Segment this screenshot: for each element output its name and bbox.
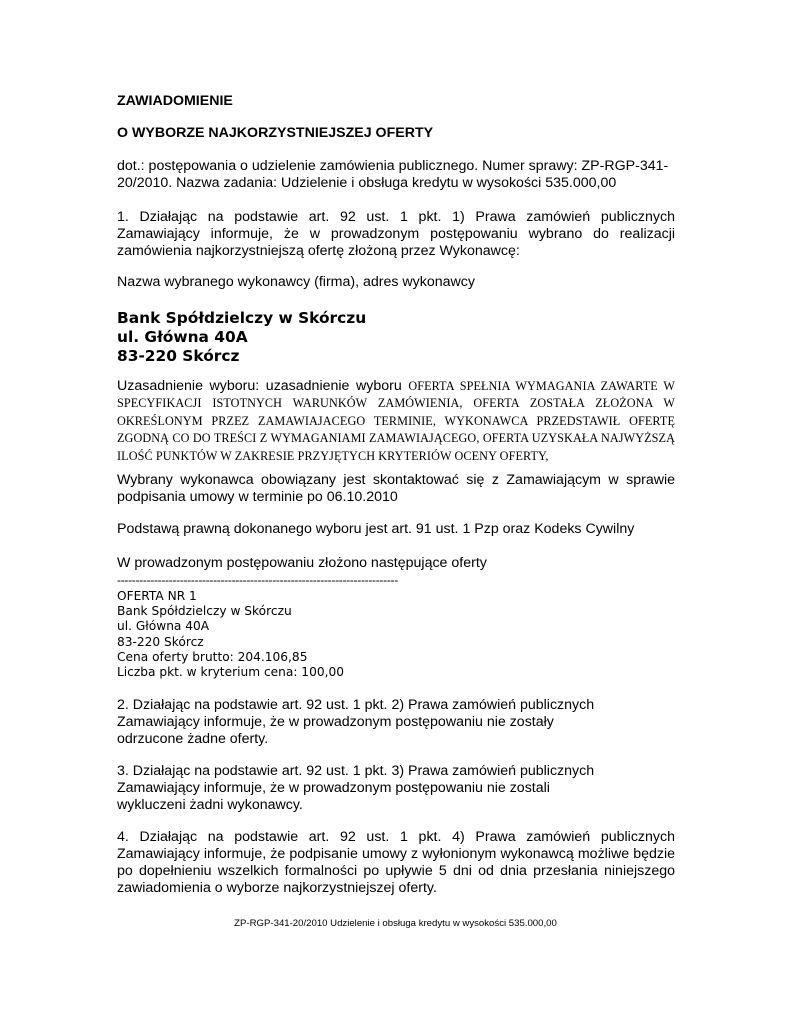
winner-address-block — [117, 309, 675, 366]
offer-street: ul. Główna 40A — [117, 619, 210, 634]
subject-reference — [117, 158, 675, 192]
winner-street: ul. Główna 40A — [117, 328, 248, 346]
offer-price: Cena oferty brutto: 204.106,85 — [117, 649, 308, 664]
page-footer: ZP-RGP-341-20/2010 Udzielenie i obsługa kredytu w wysokości 535.000,00 — [234, 918, 557, 929]
point-1-paragraph: 1. Działając na podstawie art. 92 ust. 1 pkt. 1) Prawa zamówień publicznych Zamawiający informuje, że w prowadzonym postępowaniu wybrano do realizacji zamówienia najkorzystniejszą ofertę złożoną przez Wykonawcę: — [117, 209, 675, 259]
document-subtitle: O WYBORZE NAJKORZYSTNIEJSZEJ OFERTY — [117, 125, 434, 141]
separator-line: ---------------------------------------------------------------------------- — [117, 574, 398, 586]
subject-line-2: 20/2010. Nazwa zadania: Udzielenie i obsługa kredytu w wysokości 535.000,00 — [117, 175, 617, 191]
justification-prefix: Uzasadnienie wyboru: uzasadnienie wyboru — [117, 378, 409, 394]
point-3-paragraph: 3. Działając na podstawie art. 92 ust. 1 pkt. 3) Prawa zamówień publicznych Zamawiający informuje, że w prowadzonym postępowaniu nie zostali wykluczeni żadni wykonawcy. — [117, 763, 595, 813]
point-4-paragraph: 4. Działając na podstawie art. 92 ust. 1 pkt. 4) Prawa zamówień publicznych Zamawiający informuje, że podpisanie umowy z wyłonionym wykonawcą możliwe będzie po dopełnieniu wszelkich formalności po upływie 5 dni od dnia przesłania niniejszego zawiadomienia o wyborze najkorzystniejszej oferty. — [117, 829, 675, 896]
offer-points: Liczba pkt. w kryterium cena: 100,00 — [117, 665, 344, 680]
document-title: ZAWIADOMIENIE — [117, 93, 233, 109]
winner-city: 83-220 Skórcz — [117, 347, 240, 365]
winner-label: Nazwa wybranego wykonawcy (firma), adres wykonawcy — [117, 274, 475, 290]
justification-text: OFERTA SPEŁNIA WYMAGANIA ZAWARTE W SPECYFIKACJI ISTOTNYCH WARUNKÓW ZAMÓWIENIA, OFERTA ZOSTAŁA ZŁOŻONA W OKREŚLONYM PRZEZ ZAMAWIAJACEGO TERMINIE, WYKONAWCA PRZEDSTAWIŁ OFERTĘ ZGODNĄ CO DO TREŚCI Z WYMAGANIAMI ZAMAWIAJĄCEGO, OFERTA UZYSKAŁA NAJWYŻSZĄ ILOŚĆ PUNKTÓW W ZAKRESIE PRZYJĘTYCH KRYTERIÓW OCENY OFERTY, — [117, 379, 675, 463]
point-2-paragraph: 2. Działając na podstawie art. 92 ust. 1 pkt. 2) Prawa zamówień publicznych Zamawiający informuje, że w prowadzonym postępowaniu nie zostały odrzucone żadne oferty. — [117, 697, 595, 747]
offer-block — [117, 589, 675, 680]
subject-line-1: dot.: postępowania o udzielenie zamówienia publicznego. Numer sprawy: ZP-RGP-341- — [117, 158, 669, 174]
offer-number: OFERTA NR 1 — [117, 589, 197, 603]
offers-intro: W prowadzonym postępowaniu złożono następujące oferty — [117, 555, 487, 571]
justification-paragraph — [117, 378, 675, 465]
contact-paragraph: Wybrany wykonawca obowiązany jest skontaktować się z Zamawiającym w sprawie podpisania umowy w terminie po 06.10.2010 — [117, 472, 675, 505]
winner-name: Bank Spółdzielczy w Skórczu — [117, 309, 367, 327]
legal-basis-paragraph: Podstawą prawną dokonanego wyboru jest art. 91 ust. 1 Pzp oraz Kodeks Cywilny — [117, 521, 635, 537]
offer-city: 83-220 Skórcz — [117, 634, 204, 649]
offer-name: Bank Spółdzielczy w Skórczu — [117, 604, 292, 619]
